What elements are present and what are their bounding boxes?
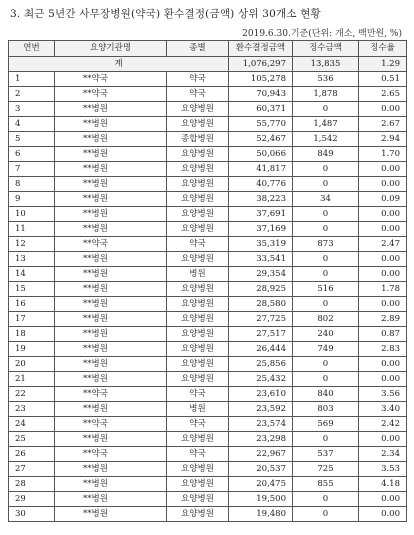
decision-amount: 20,475 (229, 477, 293, 492)
collected-amount: 0 (293, 507, 359, 522)
table-row (9, 432, 407, 447)
institution-name: **병원 (55, 462, 167, 477)
row-number: 2 (9, 87, 55, 102)
row-number: 15 (9, 282, 55, 297)
institution-name: **병원 (55, 252, 167, 267)
collected-amount: 537 (293, 447, 359, 462)
institution-type: 요양병원 (167, 372, 229, 387)
row-number: 17 (9, 312, 55, 327)
collected-amount: 725 (293, 462, 359, 477)
table-row (9, 282, 407, 297)
collection-rate: 1.78 (359, 282, 407, 297)
collected-amount: 803 (293, 402, 359, 417)
institution-type: 요양병원 (167, 357, 229, 372)
decision-amount: 105,278 (229, 72, 293, 87)
decision-amount: 35,319 (229, 237, 293, 252)
row-number: 26 (9, 447, 55, 462)
collection-rate: 0.87 (359, 327, 407, 342)
row-number: 28 (9, 477, 55, 492)
table-row (9, 132, 407, 147)
institution-type: 병원 (167, 402, 229, 417)
institution-name: **병원 (55, 222, 167, 237)
decision-amount: 23,592 (229, 402, 293, 417)
recovery-table (8, 40, 407, 522)
decision-amount: 28,925 (229, 282, 293, 297)
collection-rate: 0.09 (359, 192, 407, 207)
table-row (9, 447, 407, 462)
table-row (9, 222, 407, 237)
row-number: 21 (9, 372, 55, 387)
decision-amount: 25,856 (229, 357, 293, 372)
institution-name: **병원 (55, 102, 167, 117)
table-row (9, 252, 407, 267)
decision-amount: 22,967 (229, 447, 293, 462)
institution-type: 요양병원 (167, 177, 229, 192)
decision-amount: 60,371 (229, 102, 293, 117)
collected-amount: 1,542 (293, 132, 359, 147)
decision-amount: 27,725 (229, 312, 293, 327)
collection-rate: 2.89 (359, 312, 407, 327)
institution-name: **약국 (55, 72, 167, 87)
decision-amount: 37,691 (229, 207, 293, 222)
header-number: 연번 (9, 41, 55, 57)
institution-type: 약국 (167, 417, 229, 432)
collected-amount: 0 (293, 222, 359, 237)
institution-name: **약국 (55, 237, 167, 252)
institution-name: **병원 (55, 177, 167, 192)
row-number: 4 (9, 117, 55, 132)
collection-rate: 0.00 (359, 267, 407, 282)
document-title: 3. 최근 5년간 사무장병원(약국) 환수결정(금액) 상위 30개소 현황 (10, 8, 321, 20)
institution-name: **병원 (55, 117, 167, 132)
collection-rate: 0.00 (359, 252, 407, 267)
decision-amount: 20,537 (229, 462, 293, 477)
decision-amount: 40,776 (229, 177, 293, 192)
collected-amount: 0 (293, 492, 359, 507)
table-row (9, 477, 407, 492)
decision-amount: 70,943 (229, 87, 293, 102)
institution-type: 요양병원 (167, 327, 229, 342)
decision-amount: 55,770 (229, 117, 293, 132)
institution-name: **병원 (55, 507, 167, 522)
institution-name: **병원 (55, 432, 167, 447)
collected-amount: 1,878 (293, 87, 359, 102)
row-number: 30 (9, 507, 55, 522)
institution-type: 요양병원 (167, 282, 229, 297)
institution-type: 요양병원 (167, 312, 229, 327)
table-row (9, 462, 407, 477)
collection-rate: 0.00 (359, 432, 407, 447)
row-number: 8 (9, 177, 55, 192)
collected-amount: 0 (293, 372, 359, 387)
collection-rate: 2.94 (359, 132, 407, 147)
institution-name: **병원 (55, 357, 167, 372)
decision-amount: 52,467 (229, 132, 293, 147)
institution-type: 요양병원 (167, 147, 229, 162)
row-number: 16 (9, 297, 55, 312)
table-row (9, 402, 407, 417)
total-decision: 1,076,297 (229, 57, 293, 72)
institution-type: 약국 (167, 72, 229, 87)
institution-name: **병원 (55, 297, 167, 312)
collection-rate: 1.70 (359, 147, 407, 162)
row-number: 23 (9, 402, 55, 417)
row-number: 10 (9, 207, 55, 222)
decision-amount: 23,610 (229, 387, 293, 402)
decision-amount: 19,480 (229, 507, 293, 522)
institution-type: 요양병원 (167, 297, 229, 312)
row-number: 25 (9, 432, 55, 447)
row-number: 5 (9, 132, 55, 147)
row-number: 24 (9, 417, 55, 432)
table-row (9, 267, 407, 282)
collected-amount: 0 (293, 297, 359, 312)
decision-amount: 28,580 (229, 297, 293, 312)
total-row (9, 57, 407, 72)
table-row (9, 312, 407, 327)
collected-amount: 1,487 (293, 117, 359, 132)
institution-type: 요양병원 (167, 192, 229, 207)
institution-type: 약국 (167, 447, 229, 462)
collection-rate: 0.00 (359, 222, 407, 237)
total-label: 계 (9, 57, 229, 72)
institution-type: 요양병원 (167, 222, 229, 237)
decision-amount: 29,354 (229, 267, 293, 282)
table-row (9, 357, 407, 372)
institution-type: 요양병원 (167, 462, 229, 477)
institution-name: **약국 (55, 87, 167, 102)
institution-name: **병원 (55, 312, 167, 327)
institution-type: 요양병원 (167, 117, 229, 132)
collection-rate: 3.53 (359, 462, 407, 477)
collected-amount: 0 (293, 432, 359, 447)
institution-name: **병원 (55, 327, 167, 342)
unit-note: 2019.6.30.기준(단위: 개소, 백만원, %) (242, 29, 402, 39)
decision-amount: 23,298 (229, 432, 293, 447)
institution-type: 병원 (167, 267, 229, 282)
collected-amount: 34 (293, 192, 359, 207)
table-row (9, 342, 407, 357)
institution-name: **병원 (55, 342, 167, 357)
collected-amount: 0 (293, 357, 359, 372)
row-number: 29 (9, 492, 55, 507)
decision-amount: 26,444 (229, 342, 293, 357)
collected-amount: 840 (293, 387, 359, 402)
institution-type: 요양병원 (167, 342, 229, 357)
table-row (9, 177, 407, 192)
institution-name: **병원 (55, 282, 167, 297)
institution-name: **병원 (55, 192, 167, 207)
decision-amount: 25,432 (229, 372, 293, 387)
table-row (9, 237, 407, 252)
institution-type: 요양병원 (167, 432, 229, 447)
institution-name: **병원 (55, 402, 167, 417)
institution-name: **병원 (55, 207, 167, 222)
collected-amount: 0 (293, 267, 359, 282)
collected-amount: 516 (293, 282, 359, 297)
row-number: 6 (9, 147, 55, 162)
collection-rate: 0.00 (359, 177, 407, 192)
header-institution: 요양기관명 (55, 41, 167, 57)
row-number: 19 (9, 342, 55, 357)
table-row (9, 147, 407, 162)
institution-type: 요양병원 (167, 252, 229, 267)
row-number: 22 (9, 387, 55, 402)
institution-type: 요양병원 (167, 507, 229, 522)
decision-amount: 37,169 (229, 222, 293, 237)
institution-type: 요양병원 (167, 102, 229, 117)
table-row (9, 87, 407, 102)
header-decision-amount: 환수결정금액 (229, 41, 293, 57)
row-number: 1 (9, 72, 55, 87)
row-number: 3 (9, 102, 55, 117)
table-row (9, 387, 407, 402)
row-number: 14 (9, 267, 55, 282)
header-collection-rate: 징수율 (359, 41, 407, 57)
institution-name: **병원 (55, 132, 167, 147)
collection-rate: 2.83 (359, 342, 407, 357)
collection-rate: 0.00 (359, 102, 407, 117)
collected-amount: 873 (293, 237, 359, 252)
institution-type: 약국 (167, 387, 229, 402)
collection-rate: 3.56 (359, 387, 407, 402)
collection-rate: 2.34 (359, 447, 407, 462)
row-number: 18 (9, 327, 55, 342)
header-type: 종별 (167, 41, 229, 57)
collection-rate: 2.42 (359, 417, 407, 432)
institution-type: 종합병원 (167, 132, 229, 147)
institution-type: 약국 (167, 237, 229, 252)
collection-rate: 0.00 (359, 162, 407, 177)
table-row (9, 117, 407, 132)
institution-type: 요양병원 (167, 477, 229, 492)
institution-name: **약국 (55, 417, 167, 432)
decision-amount: 27,517 (229, 327, 293, 342)
collection-rate: 2.65 (359, 87, 407, 102)
table-row (9, 207, 407, 222)
decision-amount: 41,817 (229, 162, 293, 177)
collection-rate: 0.00 (359, 207, 407, 222)
row-number: 13 (9, 252, 55, 267)
institution-name: **병원 (55, 492, 167, 507)
row-number: 27 (9, 462, 55, 477)
row-number: 12 (9, 237, 55, 252)
table-row (9, 72, 407, 87)
table-body (9, 57, 407, 522)
institution-name: **병원 (55, 372, 167, 387)
institution-type: 약국 (167, 87, 229, 102)
decision-amount: 50,066 (229, 147, 293, 162)
table-row (9, 417, 407, 432)
collected-amount: 0 (293, 207, 359, 222)
institution-type: 요양병원 (167, 492, 229, 507)
institution-name: **병원 (55, 162, 167, 177)
row-number: 20 (9, 357, 55, 372)
institution-name: **병원 (55, 477, 167, 492)
collected-amount: 0 (293, 177, 359, 192)
table-row (9, 162, 407, 177)
collected-amount: 569 (293, 417, 359, 432)
table-row (9, 297, 407, 312)
collected-amount: 0 (293, 252, 359, 267)
row-number: 7 (9, 162, 55, 177)
table-row (9, 102, 407, 117)
institution-type: 요양병원 (167, 207, 229, 222)
table-row (9, 192, 407, 207)
collected-amount: 749 (293, 342, 359, 357)
institution-type: 요양병원 (167, 162, 229, 177)
collection-rate: 0.00 (359, 357, 407, 372)
collected-amount: 0 (293, 162, 359, 177)
institution-name: **약국 (55, 387, 167, 402)
institution-name: **병원 (55, 147, 167, 162)
institution-name: **약국 (55, 447, 167, 462)
table-header (9, 41, 407, 57)
collection-rate: 2.47 (359, 237, 407, 252)
collection-rate: 0.00 (359, 297, 407, 312)
institution-name: **병원 (55, 267, 167, 282)
header-collected-amount: 징수금액 (293, 41, 359, 57)
decision-amount: 38,223 (229, 192, 293, 207)
row-number: 11 (9, 222, 55, 237)
decision-amount: 33,541 (229, 252, 293, 267)
decision-amount: 23,574 (229, 417, 293, 432)
collection-rate: 4.18 (359, 477, 407, 492)
collection-rate: 0.00 (359, 507, 407, 522)
collection-rate: 2.67 (359, 117, 407, 132)
collected-amount: 855 (293, 477, 359, 492)
collection-rate: 0.51 (359, 72, 407, 87)
row-number: 9 (9, 192, 55, 207)
total-ratio: 1.29 (359, 57, 407, 72)
collection-rate: 0.00 (359, 492, 407, 507)
table-row (9, 492, 407, 507)
decision-amount: 19,500 (229, 492, 293, 507)
collection-rate: 3.40 (359, 402, 407, 417)
collected-amount: 536 (293, 72, 359, 87)
collected-amount: 849 (293, 147, 359, 162)
table-row (9, 327, 407, 342)
table-row (9, 507, 407, 522)
collected-amount: 0 (293, 102, 359, 117)
collected-amount: 240 (293, 327, 359, 342)
collected-amount: 802 (293, 312, 359, 327)
collection-rate: 0.00 (359, 372, 407, 387)
table-row (9, 372, 407, 387)
total-collected: 13,835 (293, 57, 359, 72)
